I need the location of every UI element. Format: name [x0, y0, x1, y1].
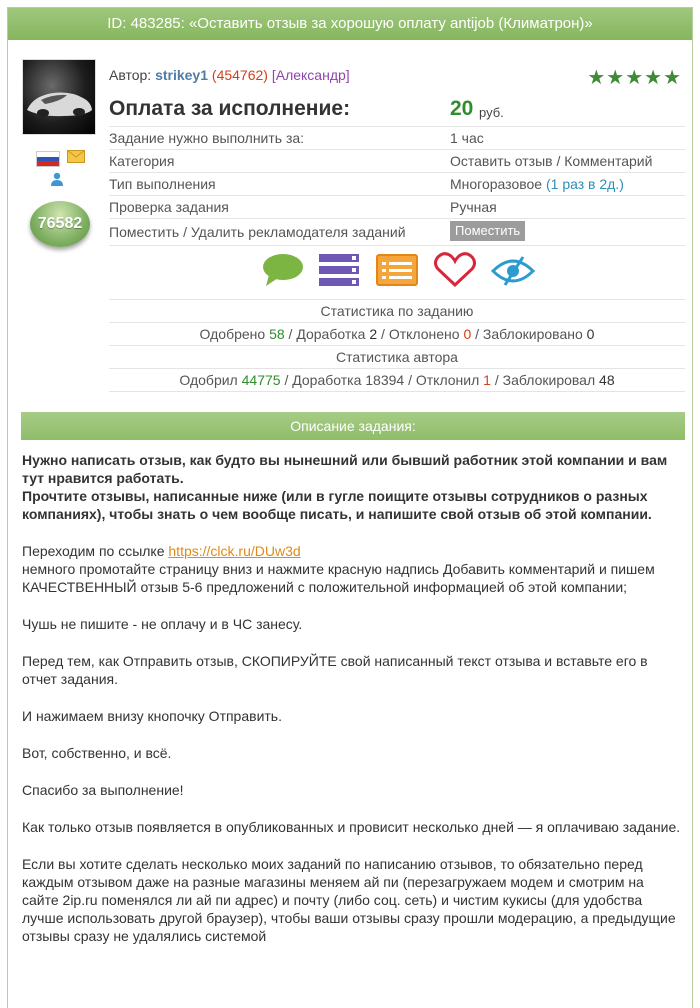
info-row-type — [109, 172, 685, 195]
payment-title: Оплата за исполнение: — [109, 97, 351, 120]
stats-approved-value: 44775 — [241, 372, 281, 388]
task-actions — [262, 253, 542, 291]
info-key: Категория — [109, 153, 175, 169]
stats-approved-value: 58 — [269, 326, 285, 342]
stats-rework-value: 18394 — [365, 372, 405, 388]
info-value: 1 час — [450, 130, 484, 146]
description-bold-block — [22, 451, 682, 523]
author-rating-badge: 76582 — [30, 201, 90, 247]
comment-icon[interactable] — [262, 253, 304, 292]
stats-label: Отклонено — [388, 326, 460, 342]
description-header: Описание задания: — [21, 412, 685, 440]
task-title: ID: 483285: «Оставить отзыв за хорошую оплату antijob (Климатрон)» — [8, 8, 692, 40]
info-value: Оставить отзыв / Комментарий — [450, 153, 653, 169]
author-stats-header: Статистика автора — [109, 345, 685, 368]
stats-blocked-value: 0 — [586, 326, 595, 342]
description-paragraph: Спасибо за выполнение! — [22, 782, 184, 798]
stats-rejected-value: 0 — [463, 326, 472, 342]
task-info-table — [109, 126, 685, 246]
stats-label: Заблокировано — [482, 326, 583, 342]
info-value — [450, 173, 624, 195]
mail-icon[interactable] — [67, 150, 85, 163]
author-stats-row: Одобрил 44775 / Доработка 18394 / Отклонил 1 / Заблокировал 48 — [109, 368, 685, 392]
task-stats-header: Статистика по заданию — [109, 299, 685, 322]
person-icon[interactable] — [51, 172, 63, 186]
description-bold-1: Нужно написать отзыв, как будто вы нынешний или бывший работник этой компании и вам тут нравится работать. — [22, 452, 668, 486]
info-value-text: Многоразовое — [450, 176, 543, 192]
list-icon[interactable] — [319, 254, 359, 291]
task-link[interactable]: https://clck.ru/DUw3d — [168, 543, 301, 559]
favorite-heart-icon[interactable] — [434, 252, 476, 293]
task-card — [7, 7, 693, 1008]
payment-amount: 20 — [450, 97, 474, 120]
author-avatar[interactable] — [22, 59, 96, 135]
info-value: Ручная — [450, 199, 497, 215]
info-row-place — [109, 218, 685, 246]
stats-table — [109, 299, 685, 392]
payment-unit: руб. — [479, 105, 504, 120]
author-name-link[interactable]: strikey1 — [155, 67, 209, 83]
stats-label: Заблокировал — [502, 372, 596, 388]
description-paragraph: И нажимаем внизу кнопочку Отправить. — [22, 708, 282, 724]
author-id: (454762) — [211, 67, 268, 83]
report-icon[interactable] — [376, 254, 418, 291]
russia-flag-icon — [36, 151, 60, 167]
info-row-category — [109, 149, 685, 172]
hide-eye-icon[interactable] — [491, 255, 535, 292]
info-row-duration — [109, 126, 685, 149]
task-description — [22, 451, 682, 964]
description-paragraph: Как только отзыв появляется в опубликованных и провисит несколько дней — я оплачиваю задание. — [22, 819, 681, 835]
stats-label: Доработка — [292, 372, 362, 388]
link-prefix: Переходим по ссылке — [22, 543, 165, 559]
stats-rejected-value: 1 — [483, 372, 491, 388]
description-link-paragraph — [22, 542, 682, 596]
author-real-name: [Александр] — [271, 67, 350, 83]
description-paragraph: Чушь не пишите - не оплачу и в ЧС занесу. — [22, 616, 303, 632]
stats-label: Одобрил — [179, 372, 238, 388]
stats-rework-value: 2 — [369, 326, 378, 342]
task-stats-row: Одобрено 58 / Доработка 2 / Отклонено 0 / Заблокировано 0 — [109, 322, 685, 345]
place-advertiser-button[interactable]: Поместить — [450, 221, 525, 241]
stats-blocked-value: 48 — [599, 372, 615, 388]
description-paragraph: Вот, собственно, и всё. — [22, 745, 172, 761]
info-key: Проверка задания — [109, 199, 229, 215]
description-paragraph: Перед тем, как Отправить отзыв, СКОПИРУЙТЕ свой написанный текст отзыва и вставьте его в отчет задания. — [22, 653, 648, 687]
author-line — [109, 67, 350, 83]
rating-stars-icon: ★★★★★ — [587, 67, 682, 89]
info-key: Задание нужно выполнить за: — [109, 130, 305, 146]
stats-label: Отклонил — [415, 372, 480, 388]
info-key: Тип выполнения — [109, 176, 216, 192]
info-value-extra: (1 раз в 2д.) — [545, 176, 624, 192]
author-label: Автор: — [109, 67, 152, 83]
stats-label: Доработка — [296, 326, 366, 342]
description-bold-2: Прочтите отзывы, написанные ниже (или в гугле поищите отзывы сотрудников о разных компаниях), чтобы знать о чем вообще писать, и напишите свой отзыв об этой компании. — [22, 488, 652, 522]
info-key: Поместить / Удалить рекламодателя заданий — [109, 224, 406, 240]
info-row-check — [109, 195, 685, 218]
description-paragraph: Если вы хотите сделать несколько моих заданий по написанию отзывов, то обязательно перед каждым отзывом даже на разные магазины меняем ай пи (перезагружаем модем и смотрим на сайте 2ip.ru поменялся ли ай пи адрес) и почту (либо соц. сеть) и чистим кукисы (для удобства лучше использовать другой браузер), чтобы ваши отзывы сразу прошли модерацию, а предыдущие отзывы сразу не удалялись системой — [22, 856, 676, 944]
stats-label: Одобрено — [199, 326, 266, 342]
link-instructions: немного промотайте страницу вниз и нажмите красную надпись Добавить комментарий и пишем КАЧЕСТВЕННЫЙ отзыв 5-6 предложений с положительной информацией об этой компании; — [22, 561, 655, 595]
